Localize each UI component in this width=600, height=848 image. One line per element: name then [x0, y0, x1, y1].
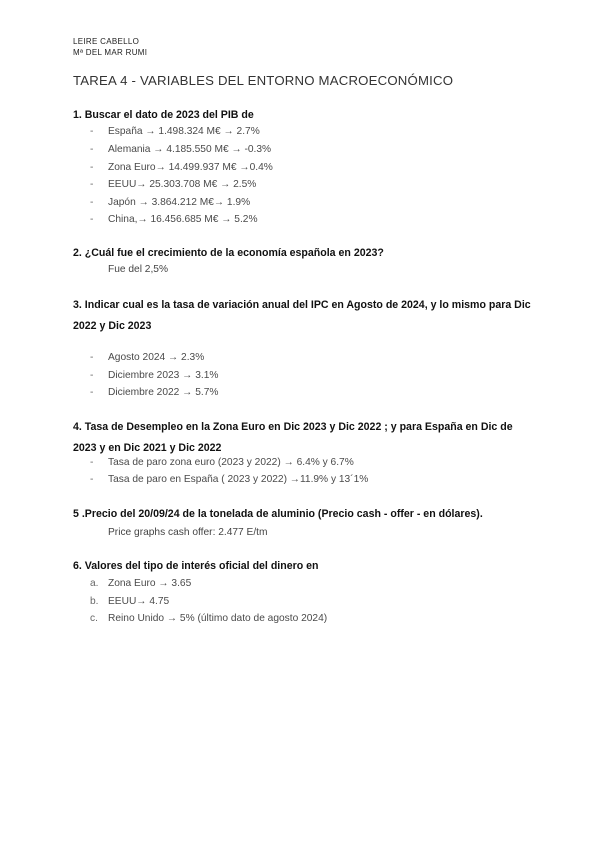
- question-1-heading: 1. Buscar el dato de 2023 del PIB de: [73, 109, 254, 121]
- document-page: LEIRE CABELLO Mª DEL MAR RUMI TAREA 4 - VARIABLES DEL ENTORNO MACROECONÓMICO 1. Buscar el dato de 2023 del PIB de - España → 1.498.324 M€ → 2.7% - Alemania → 4.185.550 M€ → -0.3% - Zona Euro→ 14.499.937 M€ →0.4% - EEUU→ 25.303.708 M€ → 2.5% - Japón → 3.864.212 M€→ 1.9% - China,→ 16.456.685 M€ → 5.2% 2. ¿Cuál fue el crecimiento de la economía española en 2023? Fue del 2,5% 3. Indicar cual es la tasa de variación anual del IPC en Agosto de 2024, y lo mismo para Dic 2022 y Dic 2023 - Agosto 2024 → 2.3% - Diciembre 2023 → 3.1% - Diciembre 2022 → 5.7% 4. Tasa de Desempleo en la Zona Euro en Dic 2023 y Dic 2022 ; y para España en Dic de 2023 y en Dic 2021 y Dic 2022 - Tasa de paro zona euro (2023 y 2022) → 6.4% y 6.7% - Tasa de paro en España ( 2023 y 2022) →11.9% y 13´1% 5 .Precio del 20/09/24 de la tonelada de aluminio (Precio cash - offer - en dólares). Price graphs cash offer: 2.477 E/tm 6. Valores del tipo de interés oficial del dinero en a. Zona Euro → 3.65 b. EEUU→ 4.75 c. Reino Unido → 5% (último dato de agosto 2024): [0, 0, 600, 848]
- question-3-heading: 3. Indicar cual es la tasa de variación anual del IPC en Agosto de 2024, y lo mismo para Dic 2022 y Dic 2023: [73, 299, 531, 332]
- question-2-answer: Fue del 2,5%: [108, 264, 169, 275]
- question-4-heading: 4. Tasa de Desempleo en la Zona Euro en Dic 2023 y Dic 2022 ; y para España en Dic de 2023 y en Dic 2021 y Dic 2022: [73, 421, 513, 454]
- author-1: LEIRE CABELLO: [73, 37, 140, 46]
- question-5-heading: 5 .Precio del 20/09/24 de la tonelada de aluminio (Precio cash - offer - en dólares).: [73, 508, 483, 520]
- question-2-heading: 2. ¿Cuál fue el crecimiento de la economía española en 2023?: [73, 247, 384, 259]
- author-2: Mª DEL MAR RUMI: [73, 48, 148, 57]
- question-6-heading: 6. Valores del tipo de interés oficial del dinero en: [73, 560, 319, 572]
- document-title: TAREA 4 - VARIABLES DEL ENTORNO MACROECONÓMICO: [73, 73, 454, 88]
- question-5-answer: Price graphs cash offer: 2.477 E/tm: [108, 527, 268, 538]
- authors: [73, 36, 147, 58]
